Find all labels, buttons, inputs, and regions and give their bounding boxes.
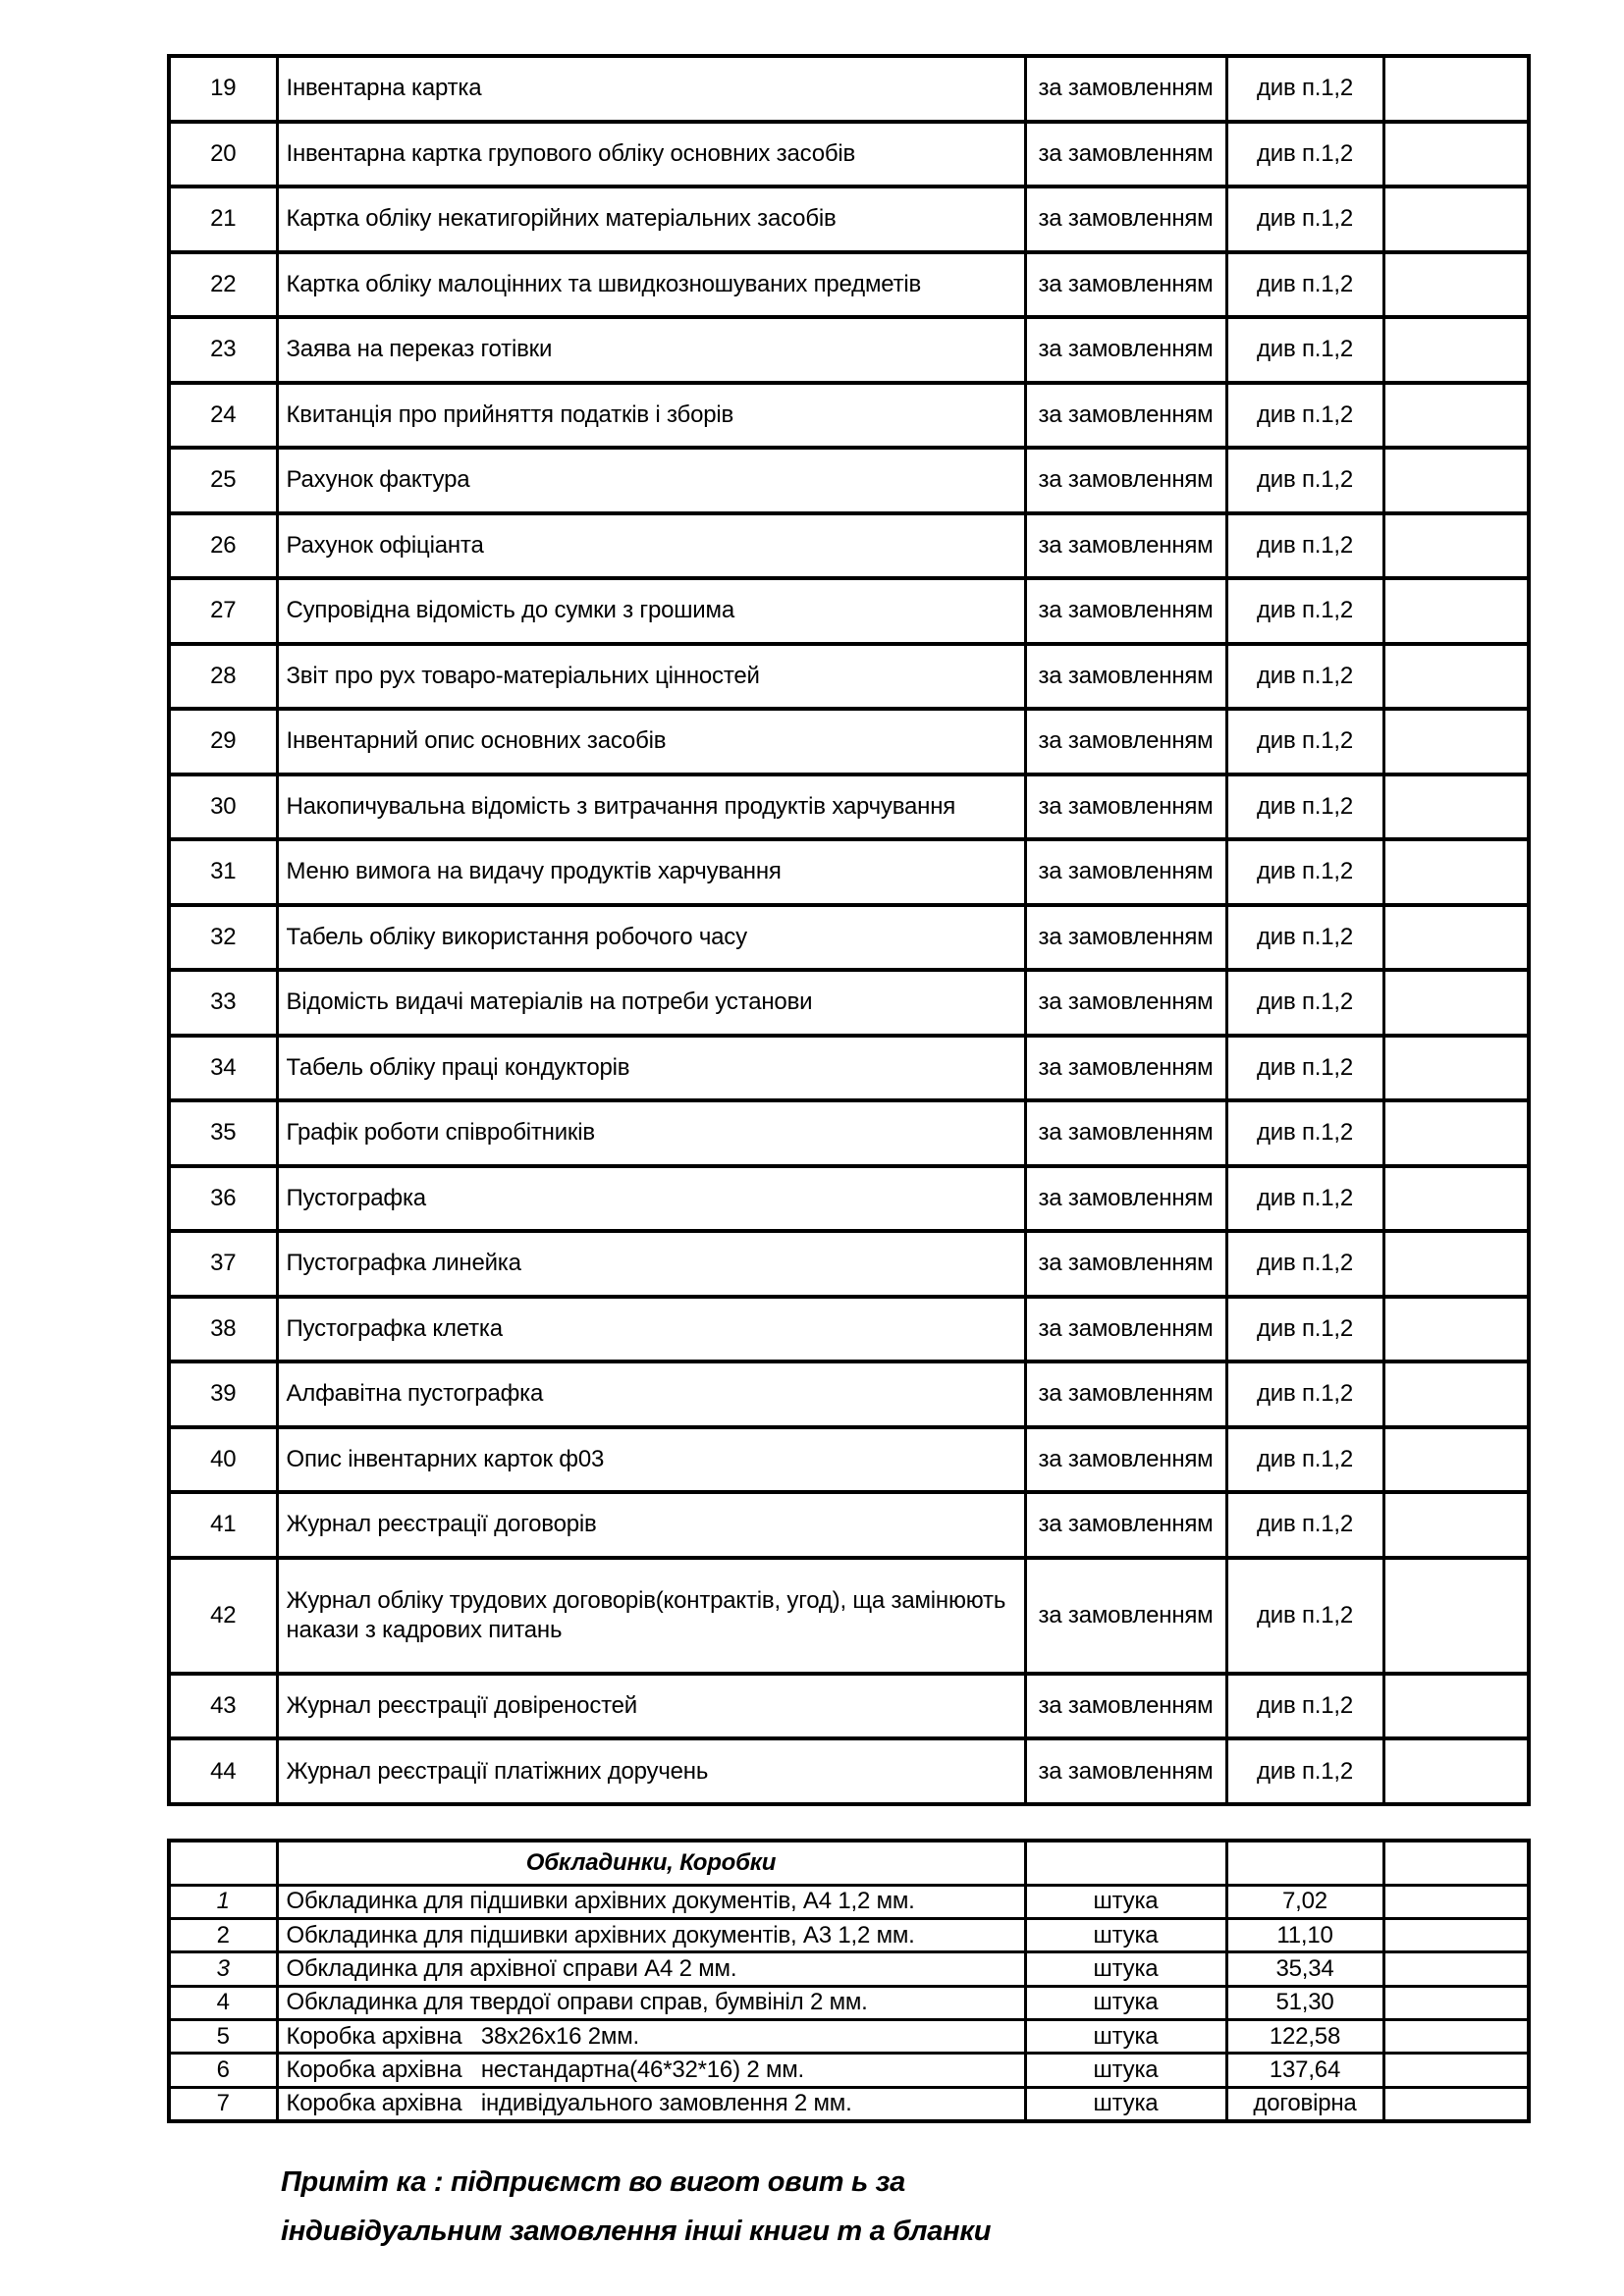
row-number: 25 [169,448,277,513]
item-name: Обкладинка для твердої оправи справ, бумвініл 2 мм. [277,1986,1025,2019]
item-name: Коробка архівна 38х26х16 2мм. [277,2019,1025,2053]
price-reference: див п.1,2 [1226,187,1383,252]
empty-cell [1383,2087,1529,2121]
item-name: Журнал реєстрації платіжних доручень [277,1738,1025,1804]
order-terms: за замовленням [1025,839,1226,905]
price-reference: див п.1,2 [1226,644,1383,710]
order-terms: за замовленням [1025,122,1226,187]
price-reference: див п.1,2 [1226,383,1383,449]
price-reference: див п.1,2 [1226,1362,1383,1427]
empty-cell [1383,1986,1529,2019]
row-number: 33 [169,970,277,1036]
table-row [169,1231,1529,1297]
row-number: 22 [169,252,277,318]
row-number: 38 [169,1297,277,1362]
price-reference: див п.1,2 [1226,1738,1383,1804]
item-name: Квитанція про прийняття податків і зборів [277,383,1025,449]
item-name: Картка обліку малоцінних та швидкозношуваних предметів [277,252,1025,318]
order-terms: за замовленням [1025,709,1226,774]
unit: штука [1025,1885,1226,1918]
table-row [169,1100,1529,1166]
table-row [169,2054,1529,2087]
row-number: 37 [169,1231,277,1297]
price-reference: див п.1,2 [1226,709,1383,774]
order-terms: за замовленням [1025,1362,1226,1427]
table-row [169,774,1529,840]
empty-cell [1025,1841,1226,1885]
table-row [169,1297,1529,1362]
empty-cell [1383,1738,1529,1804]
table-row [169,383,1529,449]
row-number: 26 [169,513,277,579]
price-reference: див п.1,2 [1226,1674,1383,1739]
price-reference: див п.1,2 [1226,1231,1383,1297]
empty-cell [1383,1674,1529,1739]
order-terms: за замовленням [1025,448,1226,513]
item-name: Рахунок офіціанта [277,513,1025,579]
empty-cell [1383,1952,1529,1986]
price-reference: див п.1,2 [1226,578,1383,644]
covers-boxes-table [167,1839,1531,2123]
forms-price-table [167,54,1531,1806]
price-reference: див п.1,2 [1226,1558,1383,1674]
unit: штука [1025,1918,1226,1951]
row-number: 34 [169,1036,277,1101]
empty-cell [1383,56,1529,122]
table-row [169,2087,1529,2121]
row-number: 40 [169,1427,277,1493]
row-number: 36 [169,1166,277,1232]
order-terms: за замовленням [1025,187,1226,252]
unit: штука [1025,1952,1226,1986]
price: договірна [1226,2087,1383,2121]
unit: штука [1025,2087,1226,2121]
empty-cell [1383,774,1529,840]
row-number: 19 [169,56,277,122]
item-name: Журнал обліку трудових договорів(контрактів, угод), ща замінюють накази з кадрових питань [277,1558,1025,1674]
order-terms: за замовленням [1025,513,1226,579]
row-number: 1 [169,1885,277,1918]
table-row [169,905,1529,971]
empty-cell [1383,578,1529,644]
table-row [169,513,1529,579]
unit: штука [1025,2054,1226,2087]
table-row [169,1986,1529,2019]
unit: штука [1025,2019,1226,2053]
table-row [169,1362,1529,1427]
order-terms: за замовленням [1025,1166,1226,1232]
table-row [169,122,1529,187]
empty-cell [1383,709,1529,774]
price: 122,58 [1226,2019,1383,2053]
price-reference: див п.1,2 [1226,56,1383,122]
row-number: 27 [169,578,277,644]
item-name: Інвентарний опис основних засобів [277,709,1025,774]
item-name: Звіт про рух товаро-матеріальних цінностей [277,644,1025,710]
row-number: 24 [169,383,277,449]
footnote-line-2: індивідуальним замовлення інші книги т а бланки [281,2216,992,2247]
item-name: Коробка архівна нестандартна(46*32*16) 2 мм. [277,2054,1025,2087]
order-terms: за замовленням [1025,1738,1226,1804]
row-number: 43 [169,1674,277,1739]
row-number: 41 [169,1492,277,1558]
item-name: Обкладинка для підшивки архівних документів, А4 1,2 мм. [277,1885,1025,1918]
price-reference: див п.1,2 [1226,1166,1383,1232]
row-number: 44 [169,1738,277,1804]
row-number: 42 [169,1558,277,1674]
empty-cell [1383,2054,1529,2087]
item-name: Пустографка [277,1166,1025,1232]
row-number: 28 [169,644,277,710]
empty-cell [1383,970,1529,1036]
table-row [169,578,1529,644]
table-row [169,252,1529,318]
item-name: Журнал реєстрації договорів [277,1492,1025,1558]
item-name: Інвентарна картка [277,56,1025,122]
price: 11,10 [1226,1918,1383,1951]
price-reference: див п.1,2 [1226,1100,1383,1166]
empty-cell [1383,1492,1529,1558]
item-name: Накопичувальна відомість з витрачання продуктів харчування [277,774,1025,840]
item-name: Графік роботи співробітників [277,1100,1025,1166]
empty-cell [1383,1841,1529,1885]
empty-cell [1383,2019,1529,2053]
item-name: Табель обліку використання робочого часу [277,905,1025,971]
price-reference: див п.1,2 [1226,905,1383,971]
item-name: Опис інвентарних карток ф03 [277,1427,1025,1493]
order-terms: за замовленням [1025,578,1226,644]
row-number: 31 [169,839,277,905]
order-terms: за замовленням [1025,1100,1226,1166]
price-reference: див п.1,2 [1226,513,1383,579]
empty-cell [1383,1036,1529,1101]
price-reference: див п.1,2 [1226,1427,1383,1493]
row-number: 5 [169,2019,277,2053]
row-number: 32 [169,905,277,971]
table-row [169,1166,1529,1232]
table-row [169,1558,1529,1674]
item-name: Пустографка клетка [277,1297,1025,1362]
section-title: Обкладинки, Коробки [277,1841,1025,1885]
empty-cell [1383,1885,1529,1918]
item-name: Обкладинка для підшивки архівних документів, А3 1,2 мм. [277,1918,1025,1951]
row-number: 3 [169,1952,277,1986]
item-name: Заява на переказ готівки [277,317,1025,383]
empty-cell [1383,1166,1529,1232]
price-reference: див п.1,2 [1226,252,1383,318]
empty-cell [1383,1100,1529,1166]
row-number: 39 [169,1362,277,1427]
order-terms: за замовленням [1025,905,1226,971]
table-row [169,1952,1529,1986]
order-terms: за замовленням [1025,1427,1226,1493]
order-terms: за замовленням [1025,1036,1226,1101]
item-name: Відомість видачі матеріалів на потреби установи [277,970,1025,1036]
row-number: 6 [169,2054,277,2087]
row-number: 30 [169,774,277,840]
table-row [169,187,1529,252]
empty-cell [1383,839,1529,905]
empty-cell [1383,317,1529,383]
order-terms: за замовленням [1025,774,1226,840]
empty-cell [1383,905,1529,971]
price-reference: див п.1,2 [1226,839,1383,905]
row-number: 4 [169,1986,277,2019]
table-row [169,1918,1529,1951]
empty-cell [1383,1918,1529,1951]
empty-cell [1383,448,1529,513]
row-number: 21 [169,187,277,252]
table-row [169,1674,1529,1739]
footnote-line-1: Приміт ка : підприємст во вигот овит ь за [281,2166,905,2198]
unit: штука [1025,1986,1226,2019]
order-terms: за замовленням [1025,383,1226,449]
price-reference: див п.1,2 [1226,317,1383,383]
table-row [169,317,1529,383]
empty-cell [1383,383,1529,449]
price: 51,30 [1226,1986,1383,2019]
price-reference: див п.1,2 [1226,774,1383,840]
table-row [169,2019,1529,2053]
order-terms: за замовленням [1025,644,1226,710]
table-row [169,1738,1529,1804]
table-row [169,1885,1529,1918]
order-terms: за замовленням [1025,1297,1226,1362]
order-terms: за замовленням [1025,1492,1226,1558]
empty-cell [1383,1297,1529,1362]
order-terms: за замовленням [1025,56,1226,122]
table-row [169,644,1529,710]
item-name: Супровідна відомість до сумки з грошима [277,578,1025,644]
table-row [169,448,1529,513]
item-name: Картка обліку некатигорійних матеріальних засобів [277,187,1025,252]
order-terms: за замовленням [1025,1558,1226,1674]
order-terms: за замовленням [1025,1231,1226,1297]
empty-cell [1226,1841,1383,1885]
item-name: Обкладинка для архівної справи А4 2 мм. [277,1952,1025,1986]
item-name: Інвентарна картка групового обліку основних засобів [277,122,1025,187]
table-row [169,709,1529,774]
table-row [169,1036,1529,1101]
empty-cell [1383,1362,1529,1427]
empty-cell [1383,1427,1529,1493]
item-name: Журнал реєстрації довіреностей [277,1674,1025,1739]
row-number: 2 [169,1918,277,1951]
price: 7,02 [1226,1885,1383,1918]
item-name: Табель обліку праці кондукторів [277,1036,1025,1101]
empty-cell [1383,1231,1529,1297]
order-terms: за замовленням [1025,1674,1226,1739]
table-row [169,1427,1529,1493]
item-name: Рахунок фактура [277,448,1025,513]
item-name: Алфавітна пустографка [277,1362,1025,1427]
empty-cell [1383,187,1529,252]
item-name: Пустографка линейка [277,1231,1025,1297]
order-terms: за замовленням [1025,252,1226,318]
table-row [169,56,1529,122]
item-name: Коробка архівна індивідуального замовлення 2 мм. [277,2087,1025,2121]
price-reference: див п.1,2 [1226,970,1383,1036]
item-name: Меню вимога на видачу продуктів харчування [277,839,1025,905]
price-reference: див п.1,2 [1226,1492,1383,1558]
price: 35,34 [1226,1952,1383,1986]
price-reference: див п.1,2 [1226,122,1383,187]
empty-cell [1383,1558,1529,1674]
empty-cell [1383,252,1529,318]
order-terms: за замовленням [1025,317,1226,383]
empty-cell [1383,122,1529,187]
table-row [169,1492,1529,1558]
row-number: 7 [169,2087,277,2121]
empty-cell [1383,644,1529,710]
empty-cell [1383,513,1529,579]
price-reference: див п.1,2 [1226,1036,1383,1101]
footnote [281,2158,1086,2256]
table-row [169,839,1529,905]
table-row [169,970,1529,1036]
row-number: 35 [169,1100,277,1166]
price: 137,64 [1226,2054,1383,2087]
row-number: 23 [169,317,277,383]
table-section-header-row [169,1841,1529,1885]
price-reference: див п.1,2 [1226,448,1383,513]
row-number: 20 [169,122,277,187]
order-terms: за замовленням [1025,970,1226,1036]
price-reference: див п.1,2 [1226,1297,1383,1362]
empty-cell [169,1841,277,1885]
row-number: 29 [169,709,277,774]
